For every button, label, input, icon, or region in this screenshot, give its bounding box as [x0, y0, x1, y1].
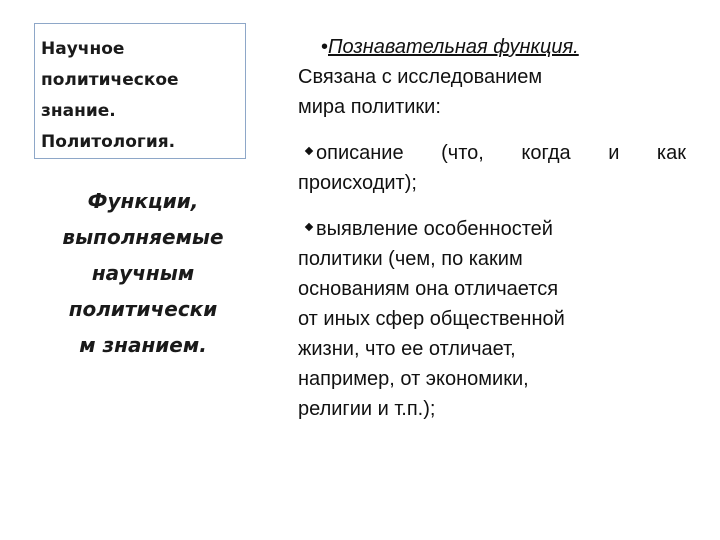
content-body — [298, 32, 693, 424]
item-1-word-3: когда — [521, 142, 571, 164]
bullet-icon: • — [320, 36, 328, 58]
item-2-first-line — [298, 214, 693, 244]
intro-line-1: Связана с исследованием — [298, 66, 543, 88]
diamond-bullet-icon — [305, 222, 313, 230]
title-line-3: знание. — [41, 101, 116, 121]
title-box — [34, 23, 246, 159]
item-2-first-text: выявление особенностей — [316, 218, 553, 240]
heading-paragraph — [298, 32, 693, 122]
function-heading: Познавательная функция. — [328, 36, 579, 58]
item-2-rest-line-3: от иных сфер общественной — [298, 308, 565, 330]
title-line-4: Политология. — [41, 132, 176, 152]
list-item — [298, 214, 693, 424]
intro-line-2: мира политики: — [298, 96, 441, 118]
subtitle-line-5: м знанием. — [79, 333, 207, 357]
heading-line — [298, 32, 693, 62]
item-1-first-line — [298, 138, 686, 168]
item-1-word-5: как — [656, 142, 686, 164]
subtitle-line-3: научным — [91, 261, 195, 285]
item-2-rest-line-5: например, от экономики, — [298, 368, 529, 390]
subtitle — [28, 183, 258, 363]
title-line-1: Научное — [41, 39, 125, 59]
item-1-rest-line-1: происходит); — [298, 172, 417, 194]
subtitle-line-2: выполняемые — [62, 225, 224, 249]
item-2-rest-line-4: жизни, что ее отличает, — [298, 338, 516, 360]
subtitle-line-4: политически — [68, 297, 218, 321]
item-1-word-2: (что, — [441, 142, 484, 164]
item-1-word-4: и — [608, 142, 620, 164]
item-2-rest-line-6: религии и т.п.); — [298, 398, 436, 420]
item-2-rest-line-2: основаниям она отличается — [298, 278, 559, 300]
title-line-2: политическое — [41, 70, 179, 90]
list-item — [298, 138, 693, 198]
item-1-word-1: описание — [316, 142, 404, 164]
item-2-rest-line-1: политики (чем, по каким — [298, 248, 523, 270]
subtitle-line-1: Функции, — [87, 189, 199, 213]
diamond-bullet-icon — [305, 146, 313, 154]
